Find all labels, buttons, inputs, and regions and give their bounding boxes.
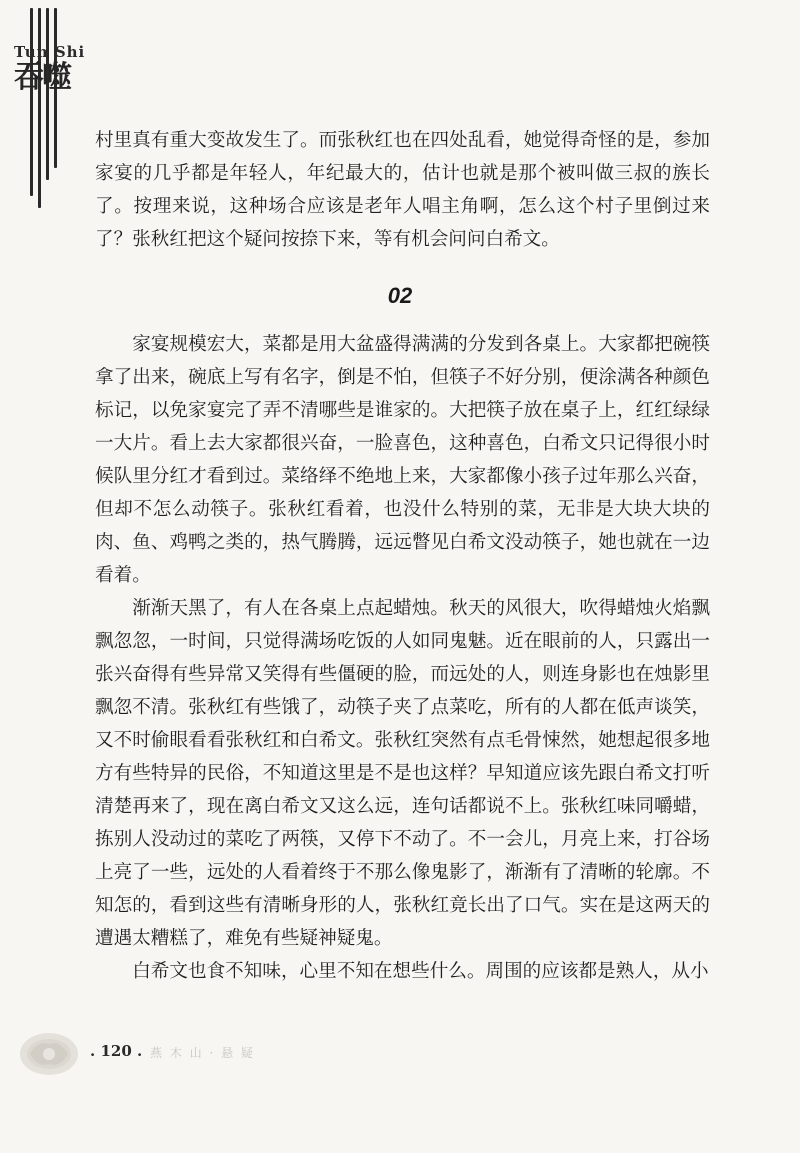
decorative-bar xyxy=(30,8,33,196)
text-block-top xyxy=(95,124,710,256)
footer-ornament-icon xyxy=(18,1030,80,1078)
paragraph: 村里真有重大变故发生了。而张秋红也在四处乱看，她觉得奇怪的是，参加家宴的几乎都是年轻人，年纪最大的，估计也就是那个被叫做三叔的族长了。按理来说，这种场合应该是老年人唱主角啊，怎么这个村子里倒过来了？张秋红把这个疑问按捺下来，等有机会问问白希文。 xyxy=(95,130,710,250)
page-number: . 120 . xyxy=(90,1042,143,1060)
paragraph: 家宴规模宏大，菜都是用大盆盛得满满的分发到各桌上。大家都把碗筷拿了出来，碗底上写有名字，倒是不怕，但筷子不好分别，便涂满各种颜色标记，以免家宴完了弄不清哪些是谁家的。大把筷子放在桌子上，红红绿绿一大片。看上去大家都很兴奋，一脸喜色，这种喜色，白希文只记得很小时候队里分红才看到过。菜络绎不绝地上来，大家都像小孩子过年那么兴奋，但却不怎么动筷子。张秋红看着，也没什么特别的菜，无非是大块大块的肉、鱼、鸡鸭之类的，热气腾腾，远远瞥见白希文没动筷子，她也就在一边看着。 xyxy=(95,334,710,586)
logo-latin-text: Tun Shi xyxy=(14,43,86,61)
section-heading: 02 xyxy=(387,283,413,308)
decorative-bars xyxy=(30,8,60,208)
decorative-bar xyxy=(38,8,41,208)
paragraph: 白希文也食不知味，心里不知在想些什么。周围的应该都是熟人，从小 xyxy=(132,961,709,982)
text-block-main xyxy=(95,328,710,988)
logo-cjk-text: 吞噬 xyxy=(14,60,70,95)
book-logo xyxy=(14,44,104,94)
footer-label: 燕 木 山 · 悬 疑 xyxy=(150,1046,255,1060)
paragraph: 渐渐天黑了，有人在各桌上点起蜡烛。秋天的风很大，吹得蜡烛火焰飘飘忽忽，一时间，只觉得满场吃饭的人如同鬼魅。近在眼前的人，只露出一张兴奋得有些异常又笑得有些僵硬的脸，而远处的人，则连身影也在烛影里飘忽不清。张秋红有些饿了，动筷子夹了点菜吃，所有的人都在低声谈笑，又不时偷眼看看张秋红和白希文。张秋红突然有点毛骨悚然，她想起很多地方有些特异的民俗，不知道这里是不是也这样？早知道应该先跟白希文打听清楚再来了，现在离白希文又这么远，连句话都说不上。张秋红味同嚼蜡，拣别人没动过的菜吃了两筷，又停下不动了。不一会儿，月亮上来，打谷场上亮了一些，远处的人看着终于不那么像鬼影了，渐渐有了清晰的轮廓。不知怎的，看到这些有清晰身形的人，张秋红竟长出了口气。实在是这两天的遭遇太糟糕了，难免有些疑神疑鬼。 xyxy=(95,598,710,949)
page-footer xyxy=(0,1020,800,1100)
